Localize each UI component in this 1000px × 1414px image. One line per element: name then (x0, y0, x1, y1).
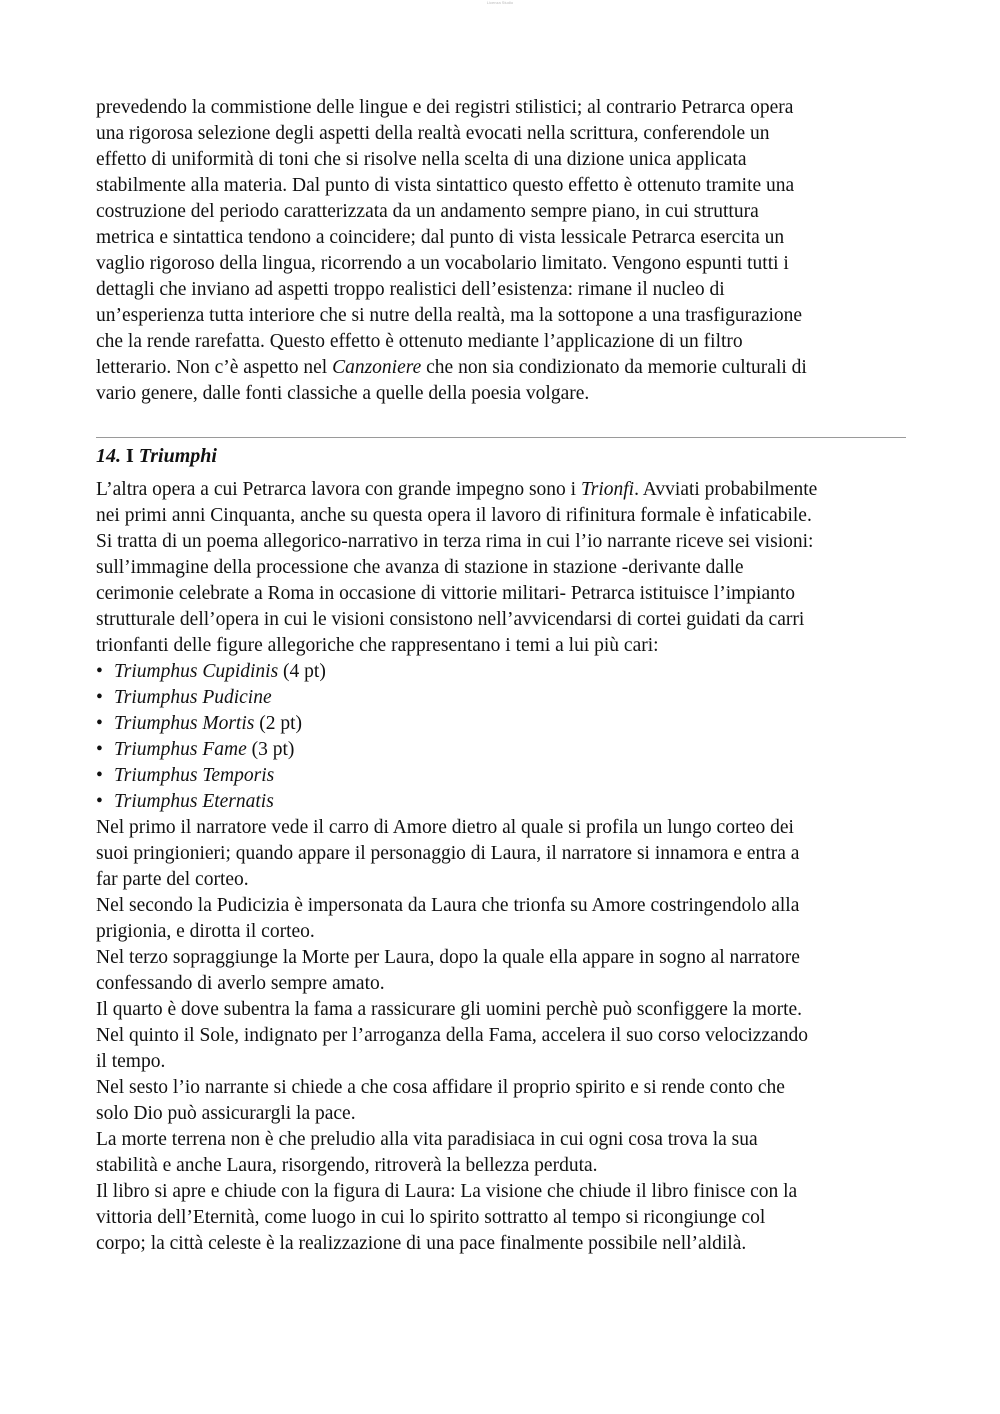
text-fragment: che non sia condizionato da memorie culturali di (421, 357, 807, 378)
section-number: 14. (96, 445, 121, 467)
text-fragment: L’altra opera a cui Petrarca lavora con grande impegno sono i (96, 479, 581, 500)
triumph-note: (3 pt) (246, 739, 295, 760)
text-line: vaglio rigoroso della lingua, ricorrendo a un vocabolario limitato. Vengono espunti tutti i (96, 253, 789, 274)
triumph-name: Triumphus Temporis (114, 765, 275, 786)
text-line (96, 355, 911, 381)
section-title-work: Triumphi (138, 445, 217, 467)
bullet-icon: • (96, 687, 103, 708)
text-line: far parte del corteo. (96, 869, 249, 890)
text-line: Nel sesto l’io narrante si chiede a che cosa affidare il proprio spirito e si rende conto che (96, 1077, 785, 1098)
text-line: cerimonie celebrate a Roma in occasione di vittorie militari- Petrarca istituisce l’impianto (96, 583, 796, 604)
triumph-name: Triumphus Mortis (114, 713, 255, 734)
text-line: suoi pringionieri; quando appare il personaggio di Laura, il narratore si innamora e entra a (96, 843, 800, 864)
section-divider (96, 437, 906, 438)
text-line: Nel quinto il Sole, indignato per l’arroganza della Fama, accelera il suo corso velocizzando (96, 1025, 809, 1046)
list-item (96, 711, 911, 737)
list-item (96, 685, 911, 711)
bullet-icon: • (96, 765, 103, 786)
section-heading (96, 443, 911, 469)
text-line: confessando di averlo sempre amato. (96, 973, 385, 994)
list-item (96, 789, 911, 815)
triumph-name: Triumphus Pudicine (114, 687, 272, 708)
text-line: sull’immagine della processione che avanza di stazione in stazione -derivante dalle (96, 557, 744, 578)
bullet-icon: • (96, 661, 103, 682)
text-line: Il quarto è dove subentra la fama a rassicurare gli uomini perchè può sconfiggere la morte. (96, 999, 803, 1020)
bullet-icon: • (96, 713, 103, 734)
text-line: costruzione del periodo caratterizzata da un andamento sempre piano, in cui struttura (96, 201, 759, 222)
text-line: dettagli che inviano ad aspetti troppo realistici dell’esistenza: rimane il nucleo di (96, 279, 725, 300)
triumphs-description (96, 815, 911, 1257)
text-line: nei primi anni Cinquanta, anche su questa opera il lavoro di rifinitura formale è infaticabile. (96, 505, 812, 526)
text-line: che la rende rarefatta. Questo effetto è ottenuto mediante l’applicazione di un filtro (96, 331, 743, 352)
triumphi-intro-paragraph (96, 477, 911, 659)
document-page (96, 95, 911, 1257)
text-line: metrica e sintattica tendono a coincidere; dal punto di vista lessicale Petrarca esercita un (96, 227, 785, 248)
triumph-note: (4 pt) (278, 661, 326, 682)
triumph-note: (2 pt) (254, 713, 302, 734)
text-line: un’esperienza tutta interiore che si nutre della realtà, ma la sottopone a una trasfigurazione (96, 305, 803, 326)
triumph-name: Triumphus Eternatis (114, 791, 274, 812)
text-line: La morte terrena non è che preludio alla vita paradisiaca in cui ogni cosa trova la sua (96, 1129, 758, 1150)
list-item (96, 763, 911, 789)
text-line: strutturale dell’opera in cui le visioni consistono nell’avvicendarsi di cortei guidati da carri (96, 609, 805, 630)
text-line: Nel terzo sopraggiunge la Morte per Laura, dopo la quale ella appare in sogno al narratore (96, 947, 800, 968)
work-title-canzoniere: Canzoniere (332, 357, 422, 378)
intro-paragraph (96, 95, 911, 407)
text-line: Nel secondo la Pudicizia è impersonata da Laura che trionfa su Amore costringendolo alla (96, 895, 800, 916)
text-line: il tempo. (96, 1051, 166, 1072)
triumph-name: Triumphus Fame (114, 739, 247, 760)
text-line: solo Dio può assicurargli la pace. (96, 1103, 356, 1124)
text-line: prigionia, e dirotta il corteo. (96, 921, 315, 942)
text-line: effetto di uniformità di toni che si risolve nella scelta di una dizione unica applicata (96, 149, 747, 170)
triumphs-list (96, 659, 911, 815)
header-watermark: Licenza Studio (486, 0, 514, 5)
triumph-name: Triumphus Cupidinis (114, 661, 279, 682)
text-line: Il libro si apre e chiude con la figura di Laura: La visione che chiude il libro finisce con la (96, 1181, 798, 1202)
text-line: stabilità e anche Laura, risorgendo, ritroverà la bellezza perduta. (96, 1155, 598, 1176)
text-line: corpo; la città celeste è la realizzazione di una pace finalmente possibile nell’aldilà. (96, 1233, 747, 1254)
text-line: una rigorosa selezione degli aspetti della realtà evocati nella scrittura, conferendole un (96, 123, 770, 144)
bullet-icon: • (96, 791, 103, 812)
text-line: trionfanti delle figure allegoriche che rappresentano i temi a lui più cari: (96, 635, 659, 656)
bullet-icon: • (96, 739, 103, 760)
work-title-trionfi: Trionfi (580, 479, 635, 500)
text-fragment: . Avviati probabilmente (634, 479, 818, 500)
section-title-prefix: I (121, 445, 139, 467)
text-line (96, 477, 911, 503)
text-line: vittoria dell’Eternità, come luogo in cui lo spirito sottratto al tempo si ricongiunge col (96, 1207, 766, 1228)
text-line: Nel primo il narratore vede il carro di Amore dietro al quale si profila un lungo corteo dei (96, 817, 794, 838)
text-line: Si tratta di un poema allegorico-narrativo in terza rima in cui l’io narrante riceve sei visioni: (96, 531, 814, 552)
list-item (96, 737, 911, 763)
text-line: vario genere, dalle fonti classiche a quelle della poesia volgare. (96, 383, 590, 404)
text-line: prevedendo la commistione delle lingue e dei registri stilistici; al contrario Petrarca opera (96, 97, 794, 118)
list-item (96, 659, 911, 685)
text-fragment: letterario. Non c’è aspetto nel (96, 357, 333, 378)
text-line: stabilmente alla materia. Dal punto di vista sintattico questo effetto è ottenuto tramite una (96, 175, 795, 196)
